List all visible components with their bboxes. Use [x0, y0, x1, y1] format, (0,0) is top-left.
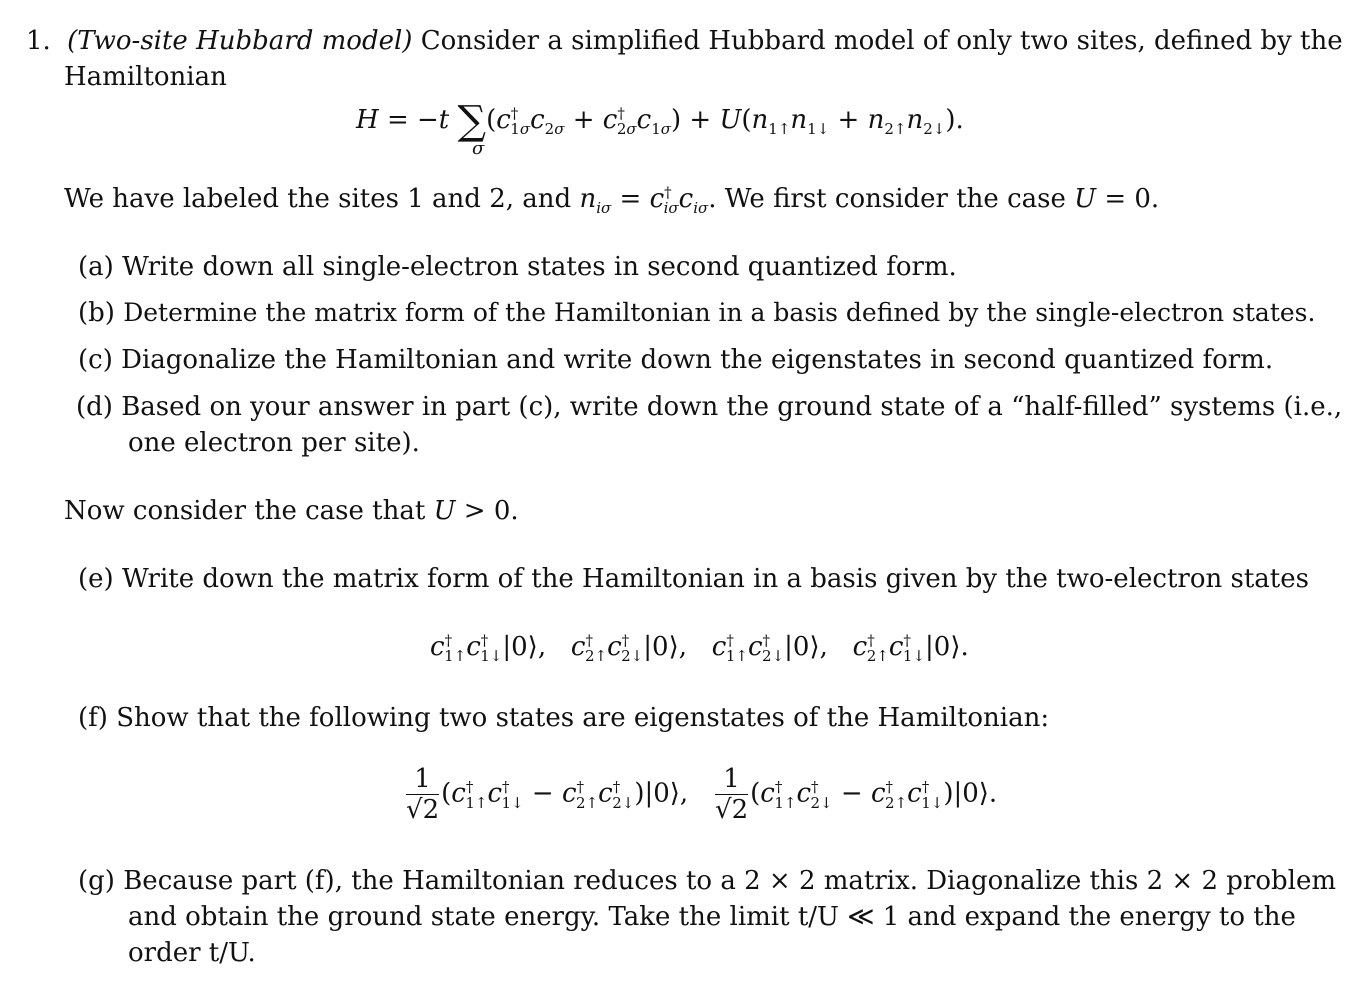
problem-title: (Two-site Hubbard model) — [67, 26, 413, 56]
hamiltonian-equation: H = −t $\sum(c^\dagger_{1\sigma}c_{2\sigma} + c^\dagger_{2\sigma}c_{1\sigma}) + U(n_{1↑}n_{1↓} + n_{2↑}n_{2↓})$. — [356, 98, 964, 144]
part-a: (a) Write down all single-electron states in second quantized form. — [78, 252, 957, 282]
labels-sentence: We have labeled the sites 1 and 2, and $n_{i\sigma} = c^\dagger_{i\sigma}c_{i\sigma}$. We first consider the case U = 0. — [64, 183, 1160, 218]
part-d: (d) Based on your answer in part (c), write down the ground state of a “half-filled” systems (i.e., — [76, 392, 1343, 422]
part-g-cont: and obtain the ground state energy. Take the limit t/U ≪ 1 and expand the energy to the — [128, 902, 1296, 932]
sum-index: σ — [472, 138, 485, 159]
part-g-cont2: order t/U. — [128, 938, 256, 968]
part-e: (e) Write down the matrix form of the Hamiltonian in a basis given by the two-electron states — [78, 564, 1309, 594]
problem-header — [26, 24, 1343, 58]
basis-states: $c^\dagger_{1↑}c^\dagger_{1↓}|0⟩$, $c^\dagger_{2↑}c^\dagger_{2↓}|0⟩$, $c^\dagger_{1↑}c^\dagger_{2↓}|0⟩$, $c^\dagger_{2↑}c^\dagger_{1↓}|0⟩$. — [430, 631, 969, 666]
part-c: (c) Diagonalize the Hamiltonian and write down the eigenstates in second quantized form. — [78, 345, 1274, 375]
part-f: (f) Show that the following two states are eigenstates of the Hamiltonian: — [78, 703, 1050, 733]
part-d-cont: one electron per site). — [128, 428, 420, 458]
part-b: (b) Determine the matrix form of the Hamiltonian in a basis defined by the single-electron states. — [78, 298, 1316, 328]
part-g: (g) Because part (f), the Hamiltonian reduces to a 2 × 2 matrix. Diagonalize this 2 × 2 problem — [78, 866, 1336, 896]
case-u-positive: Now consider the case that U > 0. — [64, 496, 519, 526]
problem-intro: Consider a simplified Hubbard model of only two sites, defined by the — [420, 26, 1343, 56]
problem-number: 1. — [26, 26, 51, 56]
eigen-states: $\frac{1}{√2}$ ($c^\dagger_{1↑}c^\dagger_{1↓}$ − $c^\dagger_{2↑}c^\dagger_{2↓})|0⟩$, $\frac{1}{√2}$ ($c^\dagger_{1↑}c^\dagger_{2↓}$ − $c^\dagger_{2↑}c^\dagger_{1↓})|0⟩$. — [406, 764, 998, 825]
problem-intro-cont: Hamiltonian — [64, 62, 227, 92]
